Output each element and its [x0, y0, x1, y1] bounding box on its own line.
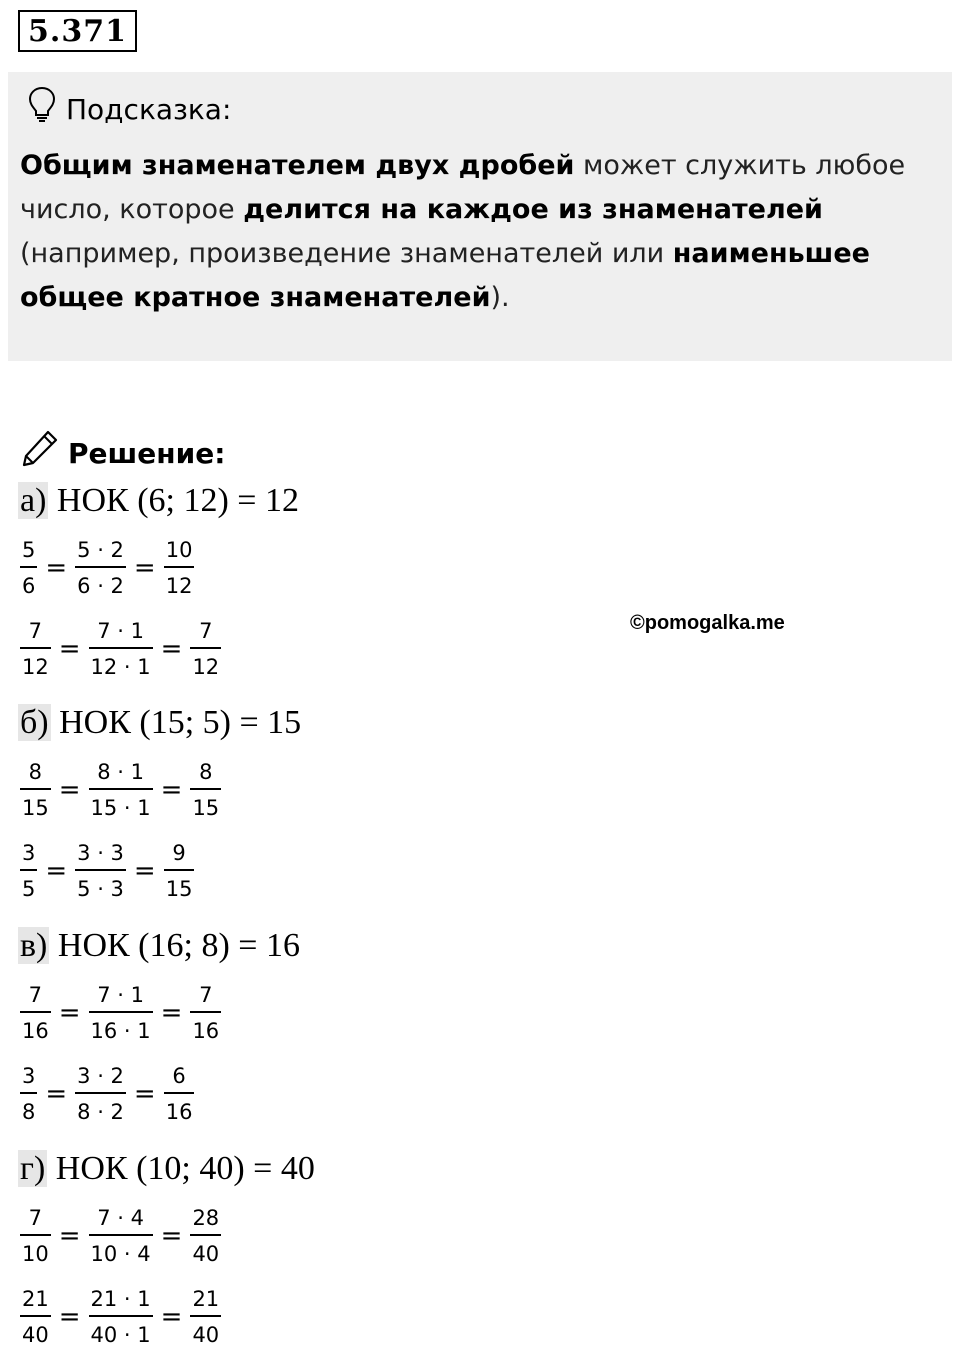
fraction: [190, 1206, 221, 1266]
fraction-denominator: 15: [192, 796, 220, 820]
part-letter: б): [20, 704, 49, 741]
fraction: [20, 760, 51, 820]
equation-row: [18, 1281, 223, 1353]
equals-sign: =: [160, 1221, 183, 1251]
fraction-numerator: 8: [28, 760, 43, 784]
hint-text-segment: может служить любое число, которое: [20, 150, 906, 225]
equals-sign: =: [160, 634, 183, 664]
hint-text-segment: делится на каждое из знаменателей: [243, 194, 823, 225]
equals-sign: =: [45, 553, 68, 583]
fraction-denominator: 40 · 1: [90, 1323, 151, 1347]
fraction-numerator: 7: [28, 1206, 43, 1230]
part-letter: а): [20, 482, 47, 519]
equation-row: [18, 532, 196, 604]
hint-box: [8, 72, 952, 361]
hint-header: [28, 86, 231, 133]
fraction-denominator: 12: [22, 655, 49, 679]
fraction-numerator: 3 · 2: [77, 1064, 124, 1088]
fraction-numerator: 10: [165, 538, 193, 562]
fraction-denominator: 6: [22, 574, 36, 598]
equation-row: [18, 977, 223, 1049]
fraction-denominator: 40: [22, 1323, 49, 1347]
fraction: [20, 1287, 51, 1347]
fraction-denominator: 40: [192, 1242, 220, 1266]
fraction: [75, 1064, 126, 1124]
fraction-denominator: 12: [192, 655, 220, 679]
fraction-numerator: 6: [172, 1064, 186, 1088]
equation-row: [18, 835, 196, 907]
fraction-denominator: 15 · 1: [90, 796, 151, 820]
fraction: [164, 1064, 195, 1124]
fraction-numerator: 7 · 4: [97, 1206, 144, 1230]
fraction-numerator: 7 · 1: [97, 983, 144, 1007]
fraction-denominator: 8: [22, 1100, 36, 1124]
equals-sign: =: [133, 553, 156, 583]
solution-header: [20, 428, 225, 479]
equals-sign: =: [58, 1221, 81, 1251]
hint-text-segment: (например, произведение знаменателей или: [20, 238, 673, 269]
part-lcm-text: НОК (16; 8) = 16: [49, 927, 300, 964]
fraction: [89, 983, 153, 1043]
fraction: [20, 841, 37, 901]
fraction: [190, 1287, 221, 1347]
pencil-icon: [20, 428, 60, 479]
fraction-numerator: 7 · 1: [97, 619, 144, 643]
fraction: [20, 538, 37, 598]
fraction: [190, 760, 221, 820]
fraction-numerator: 5 · 2: [77, 538, 124, 562]
fraction-numerator: 7: [199, 983, 213, 1007]
equation-row: [18, 613, 223, 685]
fraction: [20, 983, 51, 1043]
equals-sign: =: [45, 856, 68, 886]
part-heading: [18, 925, 300, 967]
fraction: [164, 538, 195, 598]
fraction: [20, 1206, 51, 1266]
fraction-denominator: 10 · 4: [90, 1242, 151, 1266]
part-heading: [18, 480, 299, 522]
fraction-numerator: 7: [28, 619, 43, 643]
part-heading: [18, 1148, 315, 1190]
fraction-denominator: 16 · 1: [90, 1019, 151, 1043]
fraction: [164, 841, 195, 901]
fraction-denominator: 40: [192, 1323, 220, 1347]
equation-row: [18, 754, 223, 826]
fraction-numerator: 3: [22, 1064, 36, 1088]
fraction: [89, 760, 153, 820]
fraction: [89, 1206, 153, 1266]
fraction-denominator: 15: [165, 877, 193, 901]
equals-sign: =: [160, 775, 183, 805]
fraction: [75, 841, 126, 901]
hint-text-segment: наименьшее общее кратное знаменателей: [20, 238, 870, 313]
equals-sign: =: [45, 1079, 68, 1109]
part-heading: [18, 702, 301, 744]
fraction-numerator: 28: [192, 1206, 220, 1230]
lightbulb-icon: [28, 86, 56, 133]
equation-row: [18, 1200, 223, 1272]
hint-text: [20, 144, 920, 320]
fraction-denominator: 6 · 2: [77, 574, 124, 598]
equation-row: [18, 1058, 196, 1130]
task-number: 5.371: [18, 10, 137, 52]
fraction-numerator: 7: [28, 983, 43, 1007]
fraction-numerator: 3 · 3: [77, 841, 124, 865]
fraction-denominator: 8 · 2: [77, 1100, 124, 1124]
fraction: [190, 619, 221, 679]
fraction-denominator: 5 · 3: [77, 877, 124, 901]
equals-sign: =: [133, 856, 156, 886]
part-lcm-text: НОК (10; 40) = 40: [47, 1150, 315, 1187]
fraction: [190, 983, 221, 1043]
fraction: [20, 1064, 37, 1124]
part-letter: г): [20, 1150, 46, 1187]
fraction-numerator: 8 · 1: [97, 760, 144, 784]
equals-sign: =: [58, 1302, 81, 1332]
fraction: [89, 619, 153, 679]
fraction-denominator: 12: [165, 574, 193, 598]
fraction-denominator: 16: [192, 1019, 220, 1043]
fraction-numerator: 21: [192, 1287, 220, 1311]
solution-title: Решение:: [68, 436, 226, 470]
fraction-numerator: 8: [199, 760, 213, 784]
hint-text-segment: ).: [490, 282, 510, 313]
fraction-numerator: 5: [22, 538, 36, 562]
fraction-denominator: 10: [22, 1242, 49, 1266]
part-letter: в): [20, 927, 48, 964]
part-lcm-text: НОК (15; 5) = 15: [50, 704, 302, 741]
hint-text-segment: Общим знаменателем двух дробей: [20, 150, 575, 181]
fraction-numerator: 21 · 1: [90, 1287, 151, 1311]
fraction: [89, 1287, 153, 1347]
watermark: ©pomogalka.me: [630, 612, 785, 634]
fraction-denominator: 15: [22, 796, 49, 820]
equals-sign: =: [133, 1079, 156, 1109]
equals-sign: =: [58, 998, 81, 1028]
equals-sign: =: [58, 634, 81, 664]
fraction: [20, 619, 51, 679]
fraction-denominator: 12 · 1: [90, 655, 151, 679]
fraction-denominator: 16: [165, 1100, 193, 1124]
equals-sign: =: [58, 775, 81, 805]
fraction-numerator: 9: [172, 841, 186, 865]
fraction-denominator: 5: [22, 877, 36, 901]
equals-sign: =: [160, 1302, 183, 1332]
equals-sign: =: [160, 998, 183, 1028]
hint-title: Подсказка:: [66, 92, 232, 126]
fraction-numerator: 3: [22, 841, 36, 865]
part-lcm-text: НОК (6; 12) = 12: [48, 482, 299, 519]
fraction: [75, 538, 126, 598]
fraction-denominator: 16: [22, 1019, 49, 1043]
fraction-numerator: 21: [22, 1287, 49, 1311]
fraction-numerator: 7: [199, 619, 213, 643]
